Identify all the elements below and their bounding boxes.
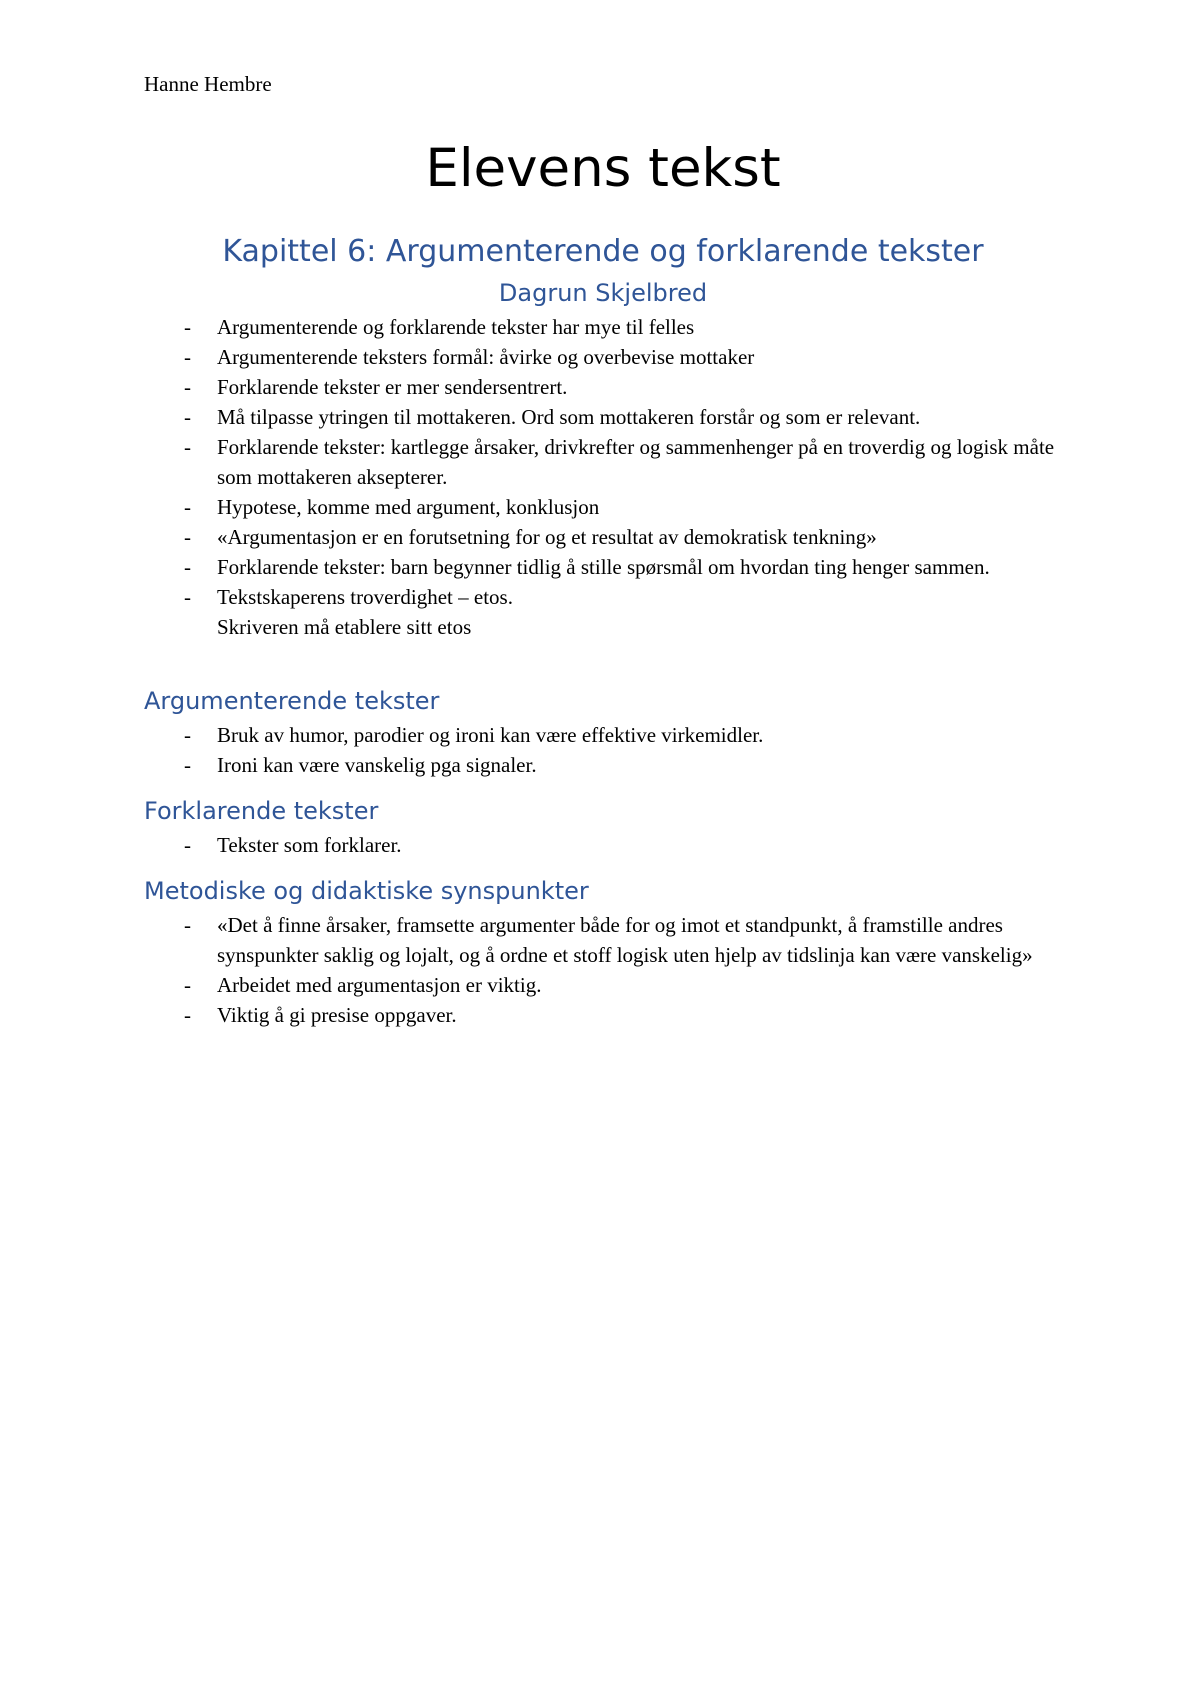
list-item [144,552,1064,582]
list-item [144,1000,1064,1030]
bullet-dash: - [184,1003,191,1027]
section-heading-argumenterende: Argumenterende tekster [144,687,440,715]
section-bullet-list-forklarende [144,830,1064,860]
bullet-dash: - [184,345,191,369]
bullet-text: Bruk av humor, parodier og ironi kan være effektive virkemidler. [217,723,764,747]
list-item [144,582,1064,642]
bullet-dash: - [184,495,191,519]
list-item [144,492,1064,522]
bullet-text: Arbeidet med argumentasjon er viktig. [217,973,542,997]
section-bullet-list-metodiske [144,910,1064,1030]
document-title: Elevens tekst [425,138,781,199]
list-item [144,970,1064,1000]
bullet-text: Forklarende tekster: barn begynner tidlig å stille spørsmål om hvordan ting henger sammen. [217,555,990,579]
bullet-text: Argumenterende teksters formål: åvirke og overbevise mottaker [217,345,755,369]
bullet-text: Ironi kan være vanskelig pga signaler. [217,753,537,777]
list-item [144,720,1064,750]
section-bullet-list-argumenterende [144,720,1064,780]
bullet-dash: - [184,555,191,579]
bullet-dash: - [184,315,191,339]
bullet-text: Hypotese, komme med argument, konklusjon [217,495,600,519]
chapter-author-heading: Dagrun Skjelbred [498,279,708,307]
list-item [144,312,1064,342]
list-item [144,750,1064,780]
section-heading-forklarende: Forklarende tekster [144,797,379,825]
list-item [144,830,1064,860]
bullet-dash: - [184,585,191,609]
bullet-dash: - [184,753,191,777]
list-item [144,522,1064,552]
bullet-dash: - [184,405,191,429]
chapter-heading: Kapittel 6: Argumenterende og forklarende tekster [222,234,984,269]
list-item [144,372,1064,402]
list-item [144,910,1064,970]
bullet-text: Tekster som forklarer. [217,833,402,857]
bullet-text: «Det å finne årsaker, framsette argumenter både for og imot et standpunkt, å framstille andres synspunkter saklig og lojalt, og å ordne et stoff logisk uten hjelp av tidslinja kan være vanskelig» [217,913,1033,967]
bullet-dash: - [184,913,191,937]
chapter-bullet-list [144,312,1064,642]
bullet-dash: - [184,525,191,549]
list-item [144,432,1064,492]
bullet-dash: - [184,833,191,857]
bullet-text: Må tilpasse ytringen til mottakeren. Ord som mottakeren forstår og som er relevant. [217,405,921,429]
bullet-dash: - [184,435,191,459]
bullet-text: Argumenterende og forklarende tekster har mye til felles [217,315,695,339]
bullet-text: «Argumentasjon er en forutsetning for og et resultat av demokratisk tenkning» [217,525,877,549]
bullet-dash: - [184,723,191,747]
bullet-dash: - [184,375,191,399]
bullet-dash: - [184,973,191,997]
bullet-text: Forklarende tekster er mer sendersentrert. [217,375,568,399]
header-author: Hanne Hembre [144,72,272,96]
bullet-text: Viktig å gi presise oppgaver. [217,1003,457,1027]
bullet-text: Tekstskaperens troverdighet – etos. [217,585,513,609]
list-item [144,402,1064,432]
section-heading-metodiske: Metodiske og didaktiske synspunkter [144,877,589,905]
bullet-continuation-text: Skriveren må etablere sitt etos [217,615,472,639]
bullet-text: Forklarende tekster: kartlegge årsaker, drivkrefter og sammenhenger på en troverdig og logisk måte som mottakeren aksepterer. [217,435,1055,489]
list-item [144,342,1064,372]
